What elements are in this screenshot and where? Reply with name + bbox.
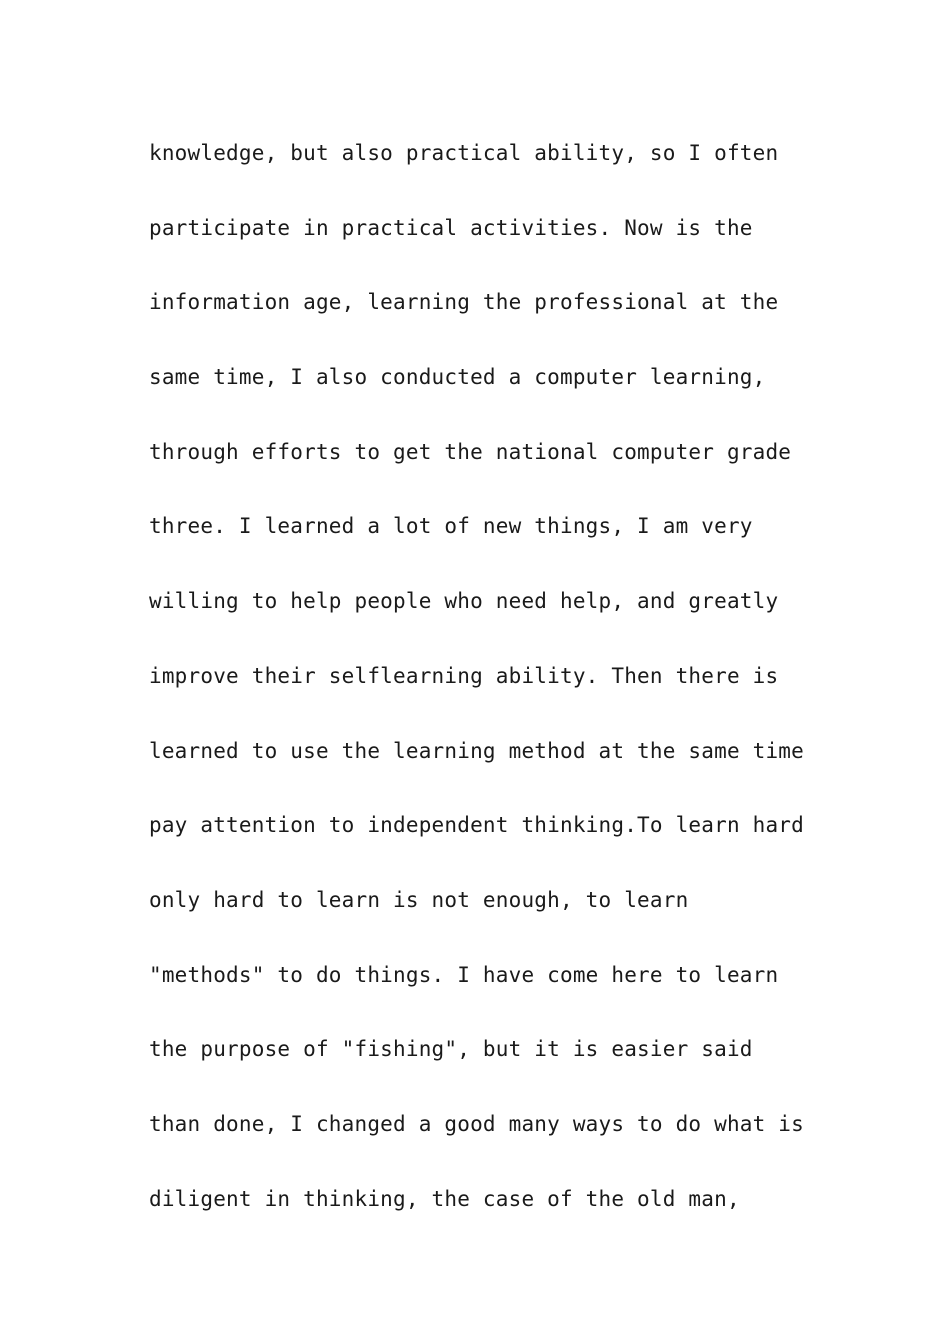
body-text: [149, 133, 849, 1253]
text-line: same time, I also conducted a computer learning,: [149, 365, 766, 390]
text-line: knowledge, but also practical ability, so I often: [149, 141, 779, 165]
text-line: information age, learning the professional at the: [149, 290, 779, 315]
text-line: participate in practical activities. Now is the: [149, 215, 753, 240]
text-line: only hard to learn is not enough, to learn: [149, 887, 689, 912]
text-line: improve their selflearning ability. Then there is: [149, 663, 779, 688]
text-line: three. I learned a lot of new things, I am very: [149, 514, 753, 539]
text-line: diligent in thinking, the case of the old man,: [149, 1186, 740, 1211]
text-line: pay attention to independent thinking.To learn hard: [149, 813, 804, 838]
text-line: through efforts to get the national computer grade: [149, 439, 792, 464]
text-line: the purpose of "fishing", but it is easier said: [149, 1037, 753, 1062]
text-line: "methods" to do things. I have come here to learn: [149, 962, 779, 987]
text-line: learned to use the learning method at the same time: [149, 738, 804, 763]
text-line: than done, I changed a good many ways to do what is: [149, 1111, 804, 1136]
text-line: willing to help people who need help, and greatly: [149, 589, 779, 614]
